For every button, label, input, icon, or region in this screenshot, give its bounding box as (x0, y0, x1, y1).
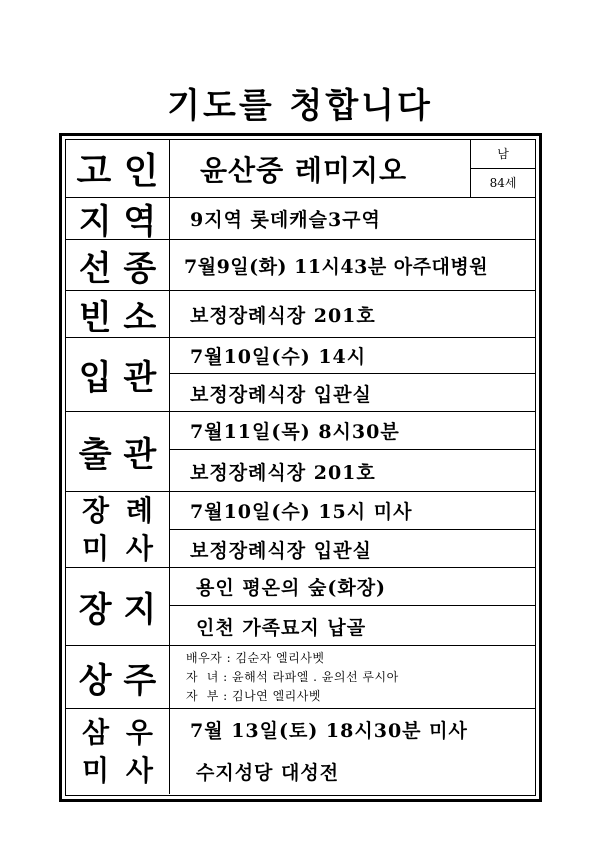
third-day-mass-label-bottom: 미 사 (82, 753, 153, 787)
info-table (65, 139, 536, 796)
mourners-row (66, 646, 535, 709)
funeral-mass-time: 7월10일(수) 15시 미사 (170, 492, 535, 530)
death-row (66, 240, 535, 291)
deceased-label: 고 인 (66, 140, 170, 197)
funeral-mass-row (66, 492, 535, 568)
departure-label: 출 관 (66, 412, 170, 491)
departure-row (66, 412, 535, 492)
page-title: 기도를 청합니다 (167, 86, 433, 126)
region-row (66, 198, 535, 240)
mourners-label: 상 주 (66, 646, 170, 708)
third-day-mass-label (66, 709, 170, 794)
mourners-daughter-in-law: 자 부 : 김나연 엘리사벳 (186, 689, 321, 703)
burial-place-2: 인천 가족묘지 납골 (196, 616, 367, 639)
death-label: 선 종 (66, 240, 170, 290)
funeral-mass-label-top: 장 례 (82, 493, 153, 527)
encoffin-place: 보정장례식장 입관실 (190, 383, 372, 406)
gender: 남 (471, 140, 535, 169)
mourners-children: 자 녀 : 윤해석 라파엘 . 윤의선 루시아 (186, 670, 399, 684)
region-label: 지 역 (66, 198, 170, 239)
third-day-mass-place: 수지성당 대성전 (196, 762, 340, 784)
third-day-mass-row (66, 709, 535, 794)
mourners-spouse: 배우자 : 김순자 엘리사벳 (186, 651, 325, 665)
funeral-mass-label-bottom: 미 사 (82, 531, 153, 565)
deceased-row (66, 140, 535, 198)
encoffin-time: 7월10일(수) 14시 (170, 338, 535, 374)
death-value: 7월9일(화) 11시43분 아주대병원 (184, 255, 489, 278)
third-day-mass-label-top: 삼 우 (82, 715, 153, 749)
region-value: 9지역 롯데캐슬3구역 (190, 209, 381, 231)
burial-label: 장 지 (66, 568, 170, 645)
encoffin-label: 입 관 (66, 338, 170, 411)
burial-row (66, 568, 535, 646)
mortuary-row (66, 291, 535, 338)
mortuary-label: 빈 소 (66, 291, 170, 337)
third-day-mass-time: 7월 13일(토) 18시30분 미사 (190, 719, 468, 742)
age: 84세 (489, 176, 517, 191)
funeral-mass-label (66, 492, 170, 567)
burial-place-1: 용인 평온의 숲(화장) (170, 568, 535, 606)
deceased-name: 윤산중 레미지오 (200, 153, 408, 187)
mortuary-value: 보정장례식장 201호 (190, 304, 376, 327)
departure-place: 보정장례식장 201호 (190, 461, 376, 484)
gender-age-box (470, 140, 535, 197)
encoffin-row (66, 338, 535, 412)
departure-time: 7월11일(목) 8시30분 (170, 412, 535, 450)
funeral-mass-place: 보정장례식장 입관실 (190, 539, 372, 562)
